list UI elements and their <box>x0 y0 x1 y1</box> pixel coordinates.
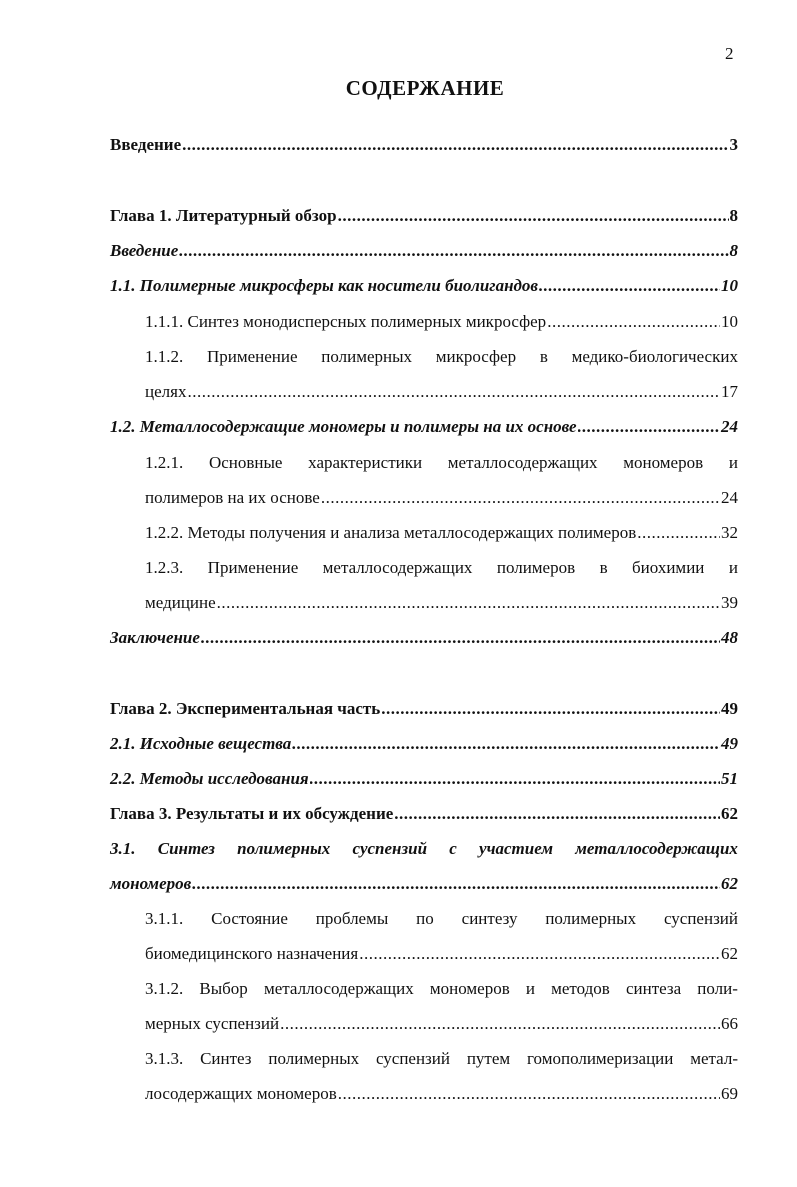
toc-page-number: 51 <box>721 769 738 788</box>
toc-leader <box>338 205 729 227</box>
page-title: СОДЕРЖАНИЕ <box>345 76 505 100</box>
toc-entry-text: Заключение <box>110 628 200 647</box>
toc-page-number: 17 <box>721 382 738 401</box>
toc-word: 3.1. <box>110 839 136 858</box>
toc-word: метал- <box>690 1049 738 1068</box>
toc-entry-chapter-1-conclusion[interactable] <box>110 627 738 649</box>
toc-word: 1.2.3. <box>145 558 184 577</box>
toc-word: металлосодержащих <box>447 453 598 472</box>
toc-entry-chapter-1[interactable] <box>110 205 738 227</box>
toc-entry-text: Глава 2. Экспериментальная часть <box>110 699 381 718</box>
toc-entry-text: медицине <box>145 593 216 612</box>
toc-word: поли- <box>697 979 738 998</box>
toc-word: Применение <box>207 558 299 577</box>
toc-word: микросфер <box>435 347 517 366</box>
toc-word: мономеров <box>623 453 704 472</box>
toc-entry-2-2[interactable] <box>110 768 738 790</box>
toc-entry-1-2-3-line2[interactable] <box>145 592 738 614</box>
toc-page-number: 49 <box>721 734 738 753</box>
toc-word: путем <box>466 1049 511 1068</box>
toc-page-number: 10 <box>721 276 738 295</box>
toc-word: суспензий <box>375 1049 450 1068</box>
toc-leader <box>359 943 720 965</box>
toc-entry-text: 1.2.2. Методы получения и анализа металлосодержащих полимеров <box>145 523 637 542</box>
toc-entry-3-1-2-line1[interactable] <box>145 978 738 1000</box>
toc-entry-text: 2.1. Исходные вещества <box>110 734 292 753</box>
toc-page-number: 3 <box>729 135 738 154</box>
toc-word: полимерных <box>321 347 413 366</box>
toc-leader <box>187 381 720 403</box>
toc-word: и <box>728 558 738 577</box>
toc-entry-text: целях <box>145 382 187 401</box>
toc-entry-1-1-2-line2[interactable] <box>145 381 738 403</box>
toc-word: Выбор <box>199 979 248 998</box>
toc-leader <box>182 134 728 156</box>
toc-word: суспензий <box>663 909 738 928</box>
toc-entry-1-2-2[interactable] <box>145 522 738 544</box>
toc-entry-text: мерных суспензий <box>145 1014 280 1033</box>
toc-page-number: 10 <box>721 312 738 331</box>
toc-word: Основные <box>208 453 283 472</box>
toc-word: методов <box>551 979 610 998</box>
toc-leader <box>292 733 720 755</box>
toc-word: полимерных <box>268 1049 360 1068</box>
toc-word: полимерных <box>237 839 331 858</box>
toc-word: 3.1.2. <box>145 979 184 998</box>
toc-page-number: 69 <box>721 1084 738 1103</box>
toc-entry-text: полимеров на их основе <box>145 488 320 507</box>
toc-entry-text: 2.2. Методы исследования <box>110 769 309 788</box>
toc-word: 1.1.2. <box>145 347 184 366</box>
toc-page-number: 8 <box>729 206 738 225</box>
toc-word: полимерных <box>545 909 637 928</box>
toc-entry-text: лосодержащих мономеров <box>145 1084 337 1103</box>
toc-entry-text: Введение <box>110 135 182 154</box>
toc-word: характеристики <box>308 453 423 472</box>
toc-entry-3-1-1-line2[interactable] <box>145 943 738 965</box>
toc-leader <box>201 627 720 649</box>
toc-entry-text: Глава 3. Результаты и их обсуждение <box>110 804 394 823</box>
toc-entry-1-2-1-line2[interactable] <box>145 487 738 509</box>
toc-entry-text: 1.1. Полимерные микросферы как носители биолигандов <box>110 276 539 295</box>
toc-word: 1.2.1. <box>145 453 184 472</box>
toc-word: Состояние <box>211 909 288 928</box>
toc-entry-1-2-3-line1[interactable] <box>145 557 738 579</box>
toc-word: участием <box>479 839 554 858</box>
toc-page-number: 62 <box>721 944 738 963</box>
toc-entry-1-1[interactable] <box>110 275 738 297</box>
toc-word: в <box>599 558 608 577</box>
toc-entry-1-2[interactable] <box>110 416 738 438</box>
toc-entry-3-1-1-line1[interactable] <box>145 908 738 930</box>
toc-leader <box>280 1013 720 1035</box>
page-number: 2 <box>725 44 734 63</box>
toc-entry-3-1-3-line1[interactable] <box>145 1048 738 1070</box>
toc-leader <box>539 275 720 297</box>
toc-page-number: 66 <box>721 1014 738 1033</box>
toc-page-number: 32 <box>721 523 738 542</box>
toc-page-number: 24 <box>721 417 738 436</box>
toc-entry-1-1-1[interactable] <box>145 311 738 333</box>
toc-word: медико-биологических <box>571 347 738 366</box>
toc-word: и <box>525 979 535 998</box>
toc-leader <box>394 803 720 825</box>
toc-entry-text: биомедицинского назначения <box>145 944 359 963</box>
toc-entry-intro[interactable] <box>110 134 738 156</box>
toc-word: биохимии <box>632 558 705 577</box>
toc-word: 3.1.3. <box>145 1049 184 1068</box>
toc-entry-text: Глава 1. Литературный обзор <box>110 206 337 225</box>
toc-entry-text: Введение <box>110 241 179 260</box>
toc-leader <box>192 873 720 895</box>
toc-page-number: 39 <box>721 593 738 612</box>
toc-word: проблемы <box>315 909 389 928</box>
toc-leader <box>381 698 720 720</box>
toc-word: в <box>539 347 548 366</box>
toc-word: Применение <box>206 347 298 366</box>
toc-word: Синтез <box>200 1049 252 1068</box>
toc-entry-3-1-line2[interactable] <box>110 873 738 895</box>
toc-word: с <box>449 839 457 858</box>
toc-word: синтеза <box>625 979 682 998</box>
toc-word: по <box>416 909 434 928</box>
toc-entry-text: 1.2. Металлосодержащие мономеры и полимеры на их основе <box>110 417 577 436</box>
toc-word: суспензий <box>352 839 428 858</box>
toc-word: и <box>728 453 738 472</box>
toc-entry-chapter-1-intro[interactable] <box>110 240 738 262</box>
toc-word: металлосодержащих <box>263 979 414 998</box>
toc-word: гомополимеризации <box>526 1049 674 1068</box>
toc-page-number: 48 <box>721 628 738 647</box>
toc-word: синтезу <box>461 909 518 928</box>
toc-entry-3-1-3-line2[interactable] <box>145 1083 738 1105</box>
toc-entry-2-1[interactable] <box>110 733 738 755</box>
toc-page-number: 49 <box>721 699 738 718</box>
toc-leader <box>217 592 720 614</box>
toc-leader <box>321 487 720 509</box>
toc-word: 3.1.1. <box>145 909 184 928</box>
toc-entry-text: 1.1.1. Синтез монодисперсных полимерных микросфер <box>145 312 547 331</box>
toc-page-number: 24 <box>721 488 738 507</box>
toc-page-number: 8 <box>729 241 738 260</box>
toc-entry-text: мономеров <box>110 874 192 893</box>
toc-leader <box>310 768 720 790</box>
toc-entry-3-1-line1[interactable] <box>110 838 738 860</box>
toc-word: металлосодержащих <box>322 558 473 577</box>
toc-entry-chapter-3[interactable] <box>110 803 738 825</box>
toc-page-number: 62 <box>721 874 738 893</box>
toc-page-number: 62 <box>721 804 738 823</box>
toc-leader <box>179 240 728 262</box>
toc-leader <box>547 311 720 333</box>
toc-word: Синтез <box>157 839 215 858</box>
toc-entry-1-2-1-line1[interactable] <box>145 452 738 474</box>
toc-leader <box>637 522 720 544</box>
toc-entry-chapter-2[interactable] <box>110 698 738 720</box>
toc-entry-3-1-2-line2[interactable] <box>145 1013 738 1035</box>
toc-entry-1-1-2-line1[interactable] <box>145 346 738 368</box>
toc-word: мономеров <box>429 979 510 998</box>
toc-leader <box>578 416 720 438</box>
toc-leader <box>338 1083 720 1105</box>
toc-word: полимеров <box>496 558 576 577</box>
toc-word: металлосодержащих <box>575 839 738 858</box>
